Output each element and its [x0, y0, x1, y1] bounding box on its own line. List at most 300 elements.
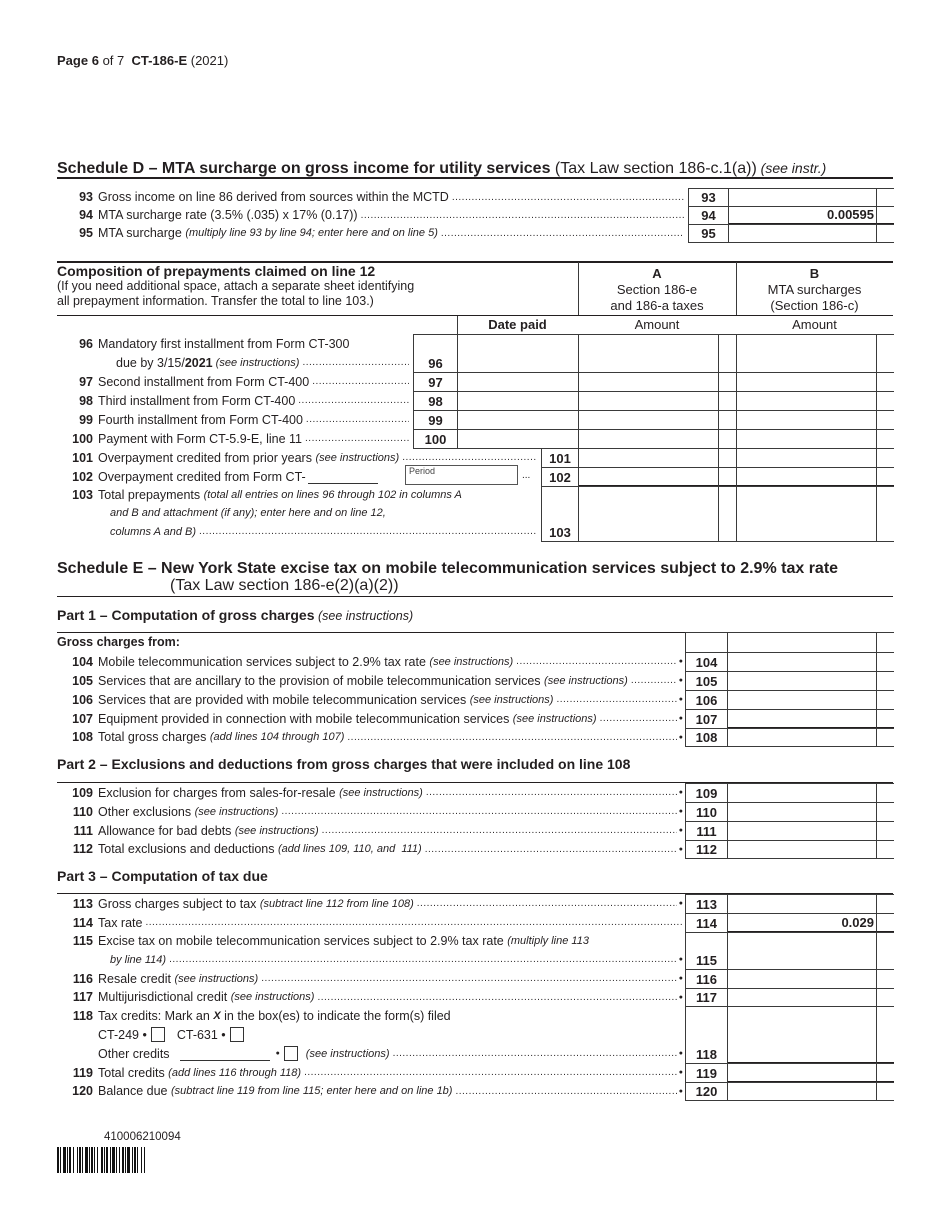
line-104-label — [57, 652, 683, 671]
line-104-amount[interactable] — [727, 652, 877, 672]
line-101-amount-b-cents[interactable] — [876, 448, 894, 468]
line-row — [57, 894, 683, 913]
divider — [876, 632, 894, 653]
bullet-icon: ● — [678, 808, 683, 815]
line-99-amount-b-cents[interactable] — [876, 410, 894, 430]
line-text: Mandatory first installment from Form CT-300 — [98, 336, 350, 351]
line-119-cents[interactable] — [876, 1063, 894, 1083]
line-95-cents[interactable] — [876, 224, 894, 243]
line-99-amount-b[interactable] — [736, 410, 877, 430]
line-row — [57, 372, 409, 391]
line-number: 108 — [72, 730, 93, 744]
line-114-amount[interactable]: 0.029 — [727, 913, 877, 933]
line-114-label — [57, 913, 683, 932]
line-text: (total all entries on lines 96 through 102 in columns A — [203, 489, 462, 502]
line-99-date-paid[interactable] — [457, 410, 579, 430]
line-row — [57, 391, 409, 410]
line-row — [57, 913, 683, 932]
column-b-header — [736, 266, 893, 314]
line-105-amount[interactable] — [727, 671, 877, 691]
line-text: (add lines 116 through 118) — [168, 1066, 302, 1079]
divider — [57, 596, 893, 597]
column-a-letter: A — [652, 266, 662, 281]
line-number: 98 — [79, 393, 93, 408]
prepayments-title: Composition of prepayments claimed on line 12 — [57, 263, 376, 279]
line-text: (see instructions) — [234, 824, 319, 837]
line-102-amount-a-cents[interactable] — [718, 467, 737, 487]
line-text: Third installment from Form CT-400 — [98, 393, 296, 408]
dot-leader — [417, 898, 677, 909]
line-number: 93 — [79, 190, 93, 204]
line-98-number-box: 98 — [413, 391, 458, 411]
line-97-amount-b[interactable] — [736, 372, 877, 392]
line-97-date-paid[interactable] — [457, 372, 579, 392]
line-96-amount-a-cents[interactable] — [718, 334, 737, 373]
barcode — [57, 1147, 146, 1173]
line-row — [57, 224, 684, 242]
line-row — [57, 523, 536, 541]
line-93-amount[interactable] — [728, 188, 877, 207]
divider — [685, 632, 728, 653]
line-113-label — [57, 894, 683, 913]
line-116-label — [57, 969, 683, 988]
ct-631-checkbox[interactable] — [230, 1027, 244, 1042]
line-text: Total gross charges — [98, 730, 210, 744]
line-100-amount-b[interactable] — [736, 429, 877, 449]
line-106-label — [57, 690, 683, 709]
line-100-number-box: 100 — [413, 429, 458, 449]
line-text: Tax credits: Mark an — [98, 1008, 214, 1023]
line-row — [57, 486, 536, 504]
line-100-amount-a[interactable] — [578, 429, 719, 449]
dot-leader — [199, 526, 536, 537]
line-number: 95 — [79, 226, 93, 240]
line-text: (see instructions) — [512, 712, 597, 725]
page-label: Page — [57, 53, 89, 68]
form-number: CT-186-E — [131, 53, 188, 68]
line-text: columns A and B) — [110, 525, 197, 538]
line-text: (see instructions) — [230, 991, 315, 1003]
line-text: (see instructions) — [339, 786, 423, 799]
other-credits-label: Other credits — [98, 1046, 170, 1061]
line-108-amount[interactable] — [727, 728, 877, 747]
dot-leader — [631, 675, 677, 686]
line-row — [57, 840, 683, 858]
line-115-number-box: 115 — [685, 932, 728, 970]
line-row — [57, 1063, 683, 1082]
line-97-amount-a-cents[interactable] — [718, 372, 737, 392]
line-94-amount[interactable]: 0.00595 — [728, 206, 877, 225]
page-total: of 7 — [102, 53, 125, 68]
line-row — [57, 188, 684, 206]
line-row — [57, 1082, 683, 1100]
dot-leader — [317, 992, 676, 1003]
line-108-cents[interactable] — [876, 728, 894, 747]
bullet-icon: ● — [678, 993, 683, 1001]
line-number: 111 — [73, 823, 93, 838]
line-120-label — [57, 1082, 683, 1100]
dot-leader — [455, 1086, 676, 1097]
line-number: 116 — [72, 971, 93, 986]
line-100-date-paid[interactable] — [457, 429, 579, 449]
line-105-number-box: 105 — [685, 671, 728, 691]
part2-title: Part 2 – Exclusions and deductions from gross charges that were included on line 108 — [57, 756, 631, 772]
prepayments-note-1: (If you need additional space, attach a separate sheet identifying — [57, 279, 415, 293]
line-number: 102 — [72, 469, 93, 484]
other-credits-checkbox[interactable] — [284, 1046, 298, 1061]
bullet-icon: ● — [678, 900, 683, 907]
line-text: (add lines 104 through 107) — [209, 731, 345, 743]
line-111-amount[interactable] — [727, 821, 877, 841]
line-119-amount[interactable] — [727, 1063, 877, 1083]
dot-leader: ... — [522, 470, 531, 481]
line-text: Resale credit — [98, 971, 175, 986]
bullet-icon: ● — [678, 1087, 683, 1095]
dot-leader — [556, 694, 676, 705]
line-text: (subtract line 112 from line 108) — [259, 897, 414, 910]
prepayments-note-2: all prepayment information. Transfer the total to line 103.) — [57, 294, 374, 308]
line-110-label — [57, 802, 683, 821]
line-115-label — [57, 932, 683, 969]
other-credits-field[interactable] — [180, 1046, 270, 1061]
line-109-label — [57, 783, 683, 802]
line-text: Balance due — [98, 1084, 171, 1098]
line-number: 105 — [72, 673, 93, 688]
line-number: 107 — [72, 711, 93, 726]
barcode-number: 410006210094 — [104, 1131, 181, 1143]
line-text: (see instructions) — [174, 972, 259, 985]
line-row — [57, 988, 683, 1006]
line-108-label — [57, 728, 683, 746]
line-text: (multiply line 93 by line 94; enter here and on line 5) — [185, 227, 438, 239]
line-row — [57, 783, 683, 802]
line-101-amount-a[interactable] — [578, 448, 719, 468]
line-104-cents[interactable] — [876, 652, 894, 672]
line-102-amount-b-cents[interactable] — [876, 467, 894, 487]
line-101-amount-b[interactable] — [736, 448, 877, 468]
line-number: 119 — [72, 1065, 93, 1080]
gross-charges-from-label: Gross charges from: — [57, 635, 180, 649]
line-96-label — [57, 334, 409, 372]
line-116-number-box: 116 — [685, 969, 728, 989]
line-text: MTA surcharge — [98, 226, 186, 240]
line-113-number-box: 113 — [685, 894, 728, 914]
line-row — [57, 709, 683, 728]
line-text: Total exclusions and deductions — [98, 842, 278, 856]
line-97-number-box: 97 — [413, 372, 458, 392]
line-110-amount[interactable] — [727, 802, 877, 822]
line-number: 113 — [72, 896, 93, 911]
line-98-amount-a-cents[interactable] — [718, 391, 737, 411]
line-102-amount-b[interactable] — [736, 467, 877, 487]
bullet-icon: ● — [678, 733, 683, 741]
line-108-number-box: 108 — [685, 728, 728, 747]
line-99-number-box: 99 — [413, 410, 458, 430]
form-ct-number-field[interactable] — [308, 469, 378, 484]
line-number: 101 — [72, 450, 93, 465]
line-number: 114 — [72, 915, 93, 930]
line-107-amount[interactable] — [727, 709, 877, 729]
line-120-cents[interactable] — [876, 1082, 894, 1101]
line-number: 96 — [79, 336, 93, 351]
line-number: 117 — [72, 990, 93, 1004]
line-row — [57, 969, 683, 988]
line-115-cents[interactable] — [876, 932, 894, 970]
line-106-amount[interactable] — [727, 690, 877, 710]
bullet-icon: ● — [678, 956, 683, 964]
line-98-amount-b[interactable] — [736, 391, 877, 411]
line-number: 100 — [72, 431, 93, 446]
line-109-cents[interactable] — [876, 783, 894, 803]
dot-leader — [305, 433, 409, 444]
line-103-amount-a-cents[interactable] — [718, 486, 737, 542]
line-96-amount-b-cents[interactable] — [876, 334, 894, 373]
line-text: MTA surcharge rate (3.5% (.035) x 17% (0.17)) — [98, 208, 358, 222]
page-header — [57, 53, 228, 68]
line-116-amount[interactable] — [727, 969, 877, 989]
line-row — [57, 1006, 683, 1025]
line-103-amount-b[interactable] — [736, 486, 877, 542]
line-97-amount-a[interactable] — [578, 372, 719, 392]
bullet-icon: ● — [678, 1050, 683, 1057]
line-row — [57, 206, 684, 224]
line-98-amount-a[interactable] — [578, 391, 719, 411]
line-107-cents[interactable] — [876, 709, 894, 729]
line-number: 110 — [72, 804, 93, 819]
line-row — [57, 410, 409, 429]
line-93-cents[interactable] — [876, 188, 894, 207]
line-103-amount-b-cents[interactable] — [876, 486, 894, 542]
bullet-icon: ● — [678, 696, 683, 703]
line-117-amount[interactable] — [727, 988, 877, 1007]
line-106-number-box: 106 — [685, 690, 728, 710]
dot-leader — [393, 1048, 677, 1059]
line-number: 103 — [72, 488, 93, 503]
line-114-cents[interactable] — [876, 913, 894, 933]
line-118-cents[interactable] — [876, 1006, 894, 1064]
dot-leader — [347, 732, 676, 743]
column-a-label-2: and 186-a taxes — [610, 298, 704, 313]
line-row — [57, 504, 536, 522]
schedule-e-subtitle: (Tax Law section 186-e(2)(a)(2)) — [170, 577, 399, 594]
line-number: 106 — [72, 692, 93, 707]
line-111-label — [57, 821, 683, 840]
line-117-number-box: 117 — [685, 988, 728, 1007]
line-103-label — [57, 486, 536, 541]
line-105-label — [57, 671, 683, 690]
part1-title-text: Part 1 – Computation of gross charges — [57, 607, 315, 623]
bullet-icon: ● — [678, 715, 683, 722]
line-97-label — [57, 372, 409, 391]
line-row — [57, 1025, 683, 1044]
divider — [57, 177, 893, 179]
line-text: by line 114) — [110, 953, 167, 966]
line-118-number-box: 118 — [685, 1006, 728, 1064]
line-95-number-box: 95 — [688, 224, 729, 243]
line-row — [57, 353, 409, 372]
bullet-icon: ● — [275, 1050, 280, 1057]
bullet-icon: ● — [678, 658, 683, 665]
line-text: (see instructions) — [194, 805, 279, 818]
line-number: 120 — [72, 1084, 93, 1098]
line-106-cents[interactable] — [876, 690, 894, 710]
divider — [727, 632, 877, 653]
line-99-label — [57, 410, 409, 429]
line-95-amount[interactable] — [728, 224, 877, 243]
date-paid-header: Date paid — [488, 317, 547, 332]
line-101-amount-a-cents[interactable] — [718, 448, 737, 468]
part3-title: Part 3 – Computation of tax due — [57, 868, 268, 884]
line-99-amount-a-cents[interactable] — [718, 410, 737, 430]
line-120-amount[interactable] — [727, 1082, 877, 1101]
see-instructions: (see instructions) — [305, 1047, 390, 1060]
line-row — [57, 467, 400, 486]
line-text: Gross income on line 86 derived from sources within the MCTD — [98, 190, 449, 204]
line-number: 115 — [72, 934, 93, 949]
bullet-icon: ● — [678, 827, 683, 834]
line-text: Equipment provided in connection with mobile telecommunication services — [98, 711, 513, 726]
dot-leader — [361, 210, 684, 221]
line-102-number-box: 102 — [541, 467, 579, 487]
schedule-d-title-note: (see instr.) — [756, 160, 827, 176]
line-text: Gross charges subject to tax — [98, 896, 260, 911]
dot-leader — [426, 787, 677, 798]
amount-b-header: Amount — [792, 317, 837, 332]
line-text: Second installment from Form CT-400 — [98, 374, 310, 389]
line-109-number-box: 109 — [685, 783, 728, 803]
ct-249-checkbox[interactable] — [151, 1027, 165, 1042]
column-b-label-2: (Section 186-c) — [770, 298, 859, 313]
line-111-number-box: 111 — [685, 821, 728, 841]
line-94-cents[interactable] — [876, 206, 894, 225]
line-105-cents[interactable] — [876, 671, 894, 691]
line-text: (see instructions) — [315, 451, 400, 464]
schedule-e-title: Schedule E – New York State excise tax on mobile telecommunication services subject to 2.9% tax rate — [57, 560, 839, 577]
line-96-amount-b[interactable] — [736, 334, 877, 373]
line-96-amount-a[interactable] — [578, 334, 719, 373]
part1-note: (see instructions) — [314, 609, 414, 623]
line-113-amount[interactable] — [727, 894, 877, 914]
schedule-d-title-rest: (Tax Law section 186-c.1(a)) — [550, 160, 757, 177]
line-text: (see instructions) — [544, 674, 628, 687]
page-number: 6 — [91, 53, 99, 68]
line-96-number-box: 96 — [413, 334, 458, 373]
line-100-amount-a-cents[interactable] — [718, 429, 737, 449]
line-row — [57, 671, 683, 690]
line-text: due by 3/15/ — [116, 355, 185, 370]
line-number: 97 — [79, 374, 93, 389]
line-number: 112 — [72, 842, 93, 856]
line-112-cents[interactable] — [876, 840, 894, 859]
dot-leader — [304, 1067, 677, 1078]
line-100-amount-b-cents[interactable] — [876, 429, 894, 449]
line-107-number-box: 107 — [685, 709, 728, 729]
dot-leader — [322, 825, 677, 836]
dot-leader — [298, 395, 409, 406]
line-row — [57, 1044, 683, 1063]
bullet-icon: ● — [678, 845, 683, 853]
schedule-d-title-bold: Schedule D – MTA surcharge on gross income for utility services — [57, 160, 551, 177]
bullet-icon: ● — [678, 677, 683, 684]
line-114-number-box: 114 — [685, 913, 728, 933]
line-102-label — [57, 467, 400, 486]
line-text: Exclusion for charges from sales-for-resale — [98, 785, 340, 800]
period-field[interactable]: Period — [405, 465, 518, 485]
line-97-amount-b-cents[interactable] — [876, 372, 894, 392]
line-109-amount[interactable] — [727, 783, 877, 803]
line-text: Total credits — [98, 1065, 169, 1080]
dot-leader — [516, 656, 677, 667]
line-115-amount[interactable] — [727, 932, 877, 970]
dot-leader — [145, 917, 683, 928]
line-98-amount-b-cents[interactable] — [876, 391, 894, 411]
line-text: (subtract line 119 from line 115; enter here and on line 1b) — [170, 1085, 453, 1097]
dot-leader — [306, 414, 409, 425]
column-b-label-1: MTA surcharges — [767, 282, 862, 297]
line-118-amount[interactable] — [727, 1006, 877, 1064]
line-117-cents[interactable] — [876, 988, 894, 1007]
line-112-amount[interactable] — [727, 840, 877, 859]
line-text: X — [213, 1009, 221, 1022]
line-111-cents[interactable] — [876, 821, 894, 841]
column-a-header — [578, 266, 736, 314]
line-text: Tax rate — [98, 915, 143, 930]
line-99-amount-a[interactable] — [578, 410, 719, 430]
line-103-number-box: 103 — [541, 486, 579, 542]
dot-leader — [302, 357, 409, 368]
line-row — [57, 690, 683, 709]
line-text: Total prepayments — [98, 488, 204, 503]
dot-leader — [281, 806, 676, 817]
ct-631-label: CT-631 • — [176, 1027, 226, 1042]
line-text: Other exclusions — [98, 804, 195, 819]
line-text: 2021 — [184, 355, 213, 370]
line-96-date-paid[interactable] — [457, 334, 579, 373]
line-102-amount-a[interactable] — [578, 467, 719, 487]
dot-leader — [261, 973, 677, 984]
schedule-d-title — [57, 160, 826, 178]
line-row — [57, 951, 683, 970]
line-text: Payment with Form CT-5.9-E, line 11 — [98, 431, 303, 446]
line-113-cents[interactable] — [876, 894, 894, 914]
dot-leader — [402, 452, 536, 463]
form-year: (2021) — [190, 53, 229, 68]
line-text: (see instructions) — [212, 356, 300, 369]
amount-a-header: Amount — [634, 317, 680, 332]
line-103-amount-a[interactable] — [578, 486, 719, 542]
bullet-icon: ● — [678, 975, 683, 982]
line-row — [57, 652, 683, 671]
line-98-label — [57, 391, 409, 410]
dot-leader — [169, 954, 677, 965]
line-number: 104 — [72, 654, 93, 669]
line-112-label — [57, 840, 683, 858]
line-110-cents[interactable] — [876, 802, 894, 822]
line-93-label — [57, 188, 684, 206]
line-text: in the box(es) to indicate the form(s) filed — [220, 1008, 451, 1023]
line-116-cents[interactable] — [876, 969, 894, 989]
line-number: 99 — [79, 412, 93, 427]
line-text: (see instructions) — [429, 655, 514, 668]
dot-leader — [425, 844, 677, 855]
line-text: Services that are ancillary to the provision of mobile telecommunication services — [98, 673, 545, 688]
line-95-label — [57, 224, 684, 242]
line-119-label — [57, 1063, 683, 1082]
line-98-date-paid[interactable] — [457, 391, 579, 411]
line-117-label — [57, 988, 683, 1006]
line-119-number-box: 119 — [685, 1063, 728, 1083]
line-row — [57, 932, 683, 951]
